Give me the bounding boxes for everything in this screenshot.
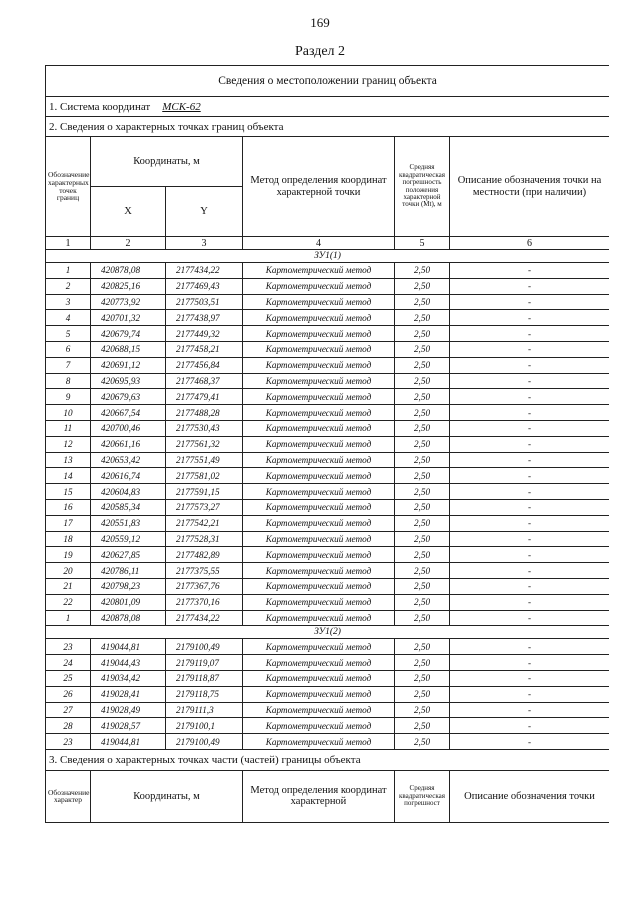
- description-cell: -: [450, 547, 610, 563]
- point-number: 20: [46, 563, 91, 579]
- description-cell: -: [450, 563, 610, 579]
- description-cell: -: [450, 610, 610, 626]
- table-row: [46, 499, 610, 515]
- header-method: Метод определения координат характерной точки: [243, 137, 395, 237]
- method-cell: Картометрический метод: [243, 686, 395, 702]
- coord-x: 419044,43: [91, 655, 166, 671]
- point-number: 23: [46, 734, 91, 750]
- point-number: 9: [46, 389, 91, 405]
- coord-x: 420627,85: [91, 547, 166, 563]
- coord-y: 2177438,97: [166, 310, 243, 326]
- description-cell: -: [450, 718, 610, 734]
- error-cell: 2,50: [395, 310, 450, 326]
- method-cell: Картометрический метод: [243, 578, 395, 594]
- error-cell: 2,50: [395, 452, 450, 468]
- description-cell: -: [450, 686, 610, 702]
- coord-y: 2177370,16: [166, 594, 243, 610]
- table-row: [46, 357, 610, 373]
- error-cell: 2,50: [395, 639, 450, 655]
- method-cell: Картометрический метод: [243, 341, 395, 357]
- point-number: 16: [46, 499, 91, 515]
- point-number: 28: [46, 718, 91, 734]
- coord-x: 420878,08: [91, 610, 166, 626]
- table-row: [46, 655, 610, 671]
- coord-x: 420691,12: [91, 357, 166, 373]
- coord-y: 2177581,02: [166, 468, 243, 484]
- coord-x: 420878,08: [91, 263, 166, 279]
- error-cell: 2,50: [395, 610, 450, 626]
- point-number: 1: [46, 263, 91, 279]
- point-number: 1: [46, 610, 91, 626]
- description-cell: -: [450, 263, 610, 279]
- table-row: [46, 639, 610, 655]
- coord-x: 420695,93: [91, 373, 166, 389]
- table-row: [46, 310, 610, 326]
- coord-y: 2177479,41: [166, 389, 243, 405]
- point-number: 22: [46, 594, 91, 610]
- table-row: [46, 531, 610, 547]
- description-cell: -: [450, 515, 610, 531]
- table-row: [46, 484, 610, 500]
- coord-y: 2179119,07: [166, 655, 243, 671]
- header2-description: Описание обозначения точки: [450, 770, 610, 822]
- coord-system-value: МСК-62: [162, 100, 201, 113]
- col-number: 4: [243, 237, 395, 250]
- point-number: 15: [46, 484, 91, 500]
- header-coordinates: Координаты, м: [91, 137, 243, 187]
- error-cell: 2,50: [395, 294, 450, 310]
- coord-y: 2179111,3: [166, 702, 243, 718]
- coord-system-row: [46, 97, 610, 117]
- coord-x: 420773,92: [91, 294, 166, 310]
- table-row: [46, 515, 610, 531]
- error-cell: 2,50: [395, 468, 450, 484]
- coord-x: 420700,46: [91, 420, 166, 436]
- method-cell: Картометрический метод: [243, 610, 395, 626]
- method-cell: Картометрический метод: [243, 563, 395, 579]
- section-title: Раздел 2: [294, 44, 346, 59]
- group-name: ЗУ1(1): [46, 250, 610, 263]
- header-error: Средняя квадратическая погрешность положения характерной точки (Мt), м: [395, 137, 450, 237]
- coord-x: 420688,15: [91, 341, 166, 357]
- description-cell: -: [450, 468, 610, 484]
- point-number: 10: [46, 405, 91, 421]
- coord-y: 2177375,55: [166, 563, 243, 579]
- point-number: 23: [46, 639, 91, 655]
- coord-y: 2177458,21: [166, 341, 243, 357]
- method-cell: Картометрический метод: [243, 718, 395, 734]
- method-cell: Картометрический метод: [243, 499, 395, 515]
- coord-x: 420786,11: [91, 563, 166, 579]
- method-cell: Картометрический метод: [243, 655, 395, 671]
- error-cell: 2,50: [395, 718, 450, 734]
- method-cell: Картометрический метод: [243, 670, 395, 686]
- header-description: Описание обозначения точки на местности (при наличии): [450, 137, 610, 237]
- coord-x: 419028,41: [91, 686, 166, 702]
- coord-y: 2177530,43: [166, 420, 243, 436]
- error-cell: 2,50: [395, 578, 450, 594]
- error-cell: 2,50: [395, 499, 450, 515]
- coord-y: 2177528,31: [166, 531, 243, 547]
- description-cell: -: [450, 531, 610, 547]
- coord-y: 2177449,32: [166, 326, 243, 342]
- description-cell: -: [450, 594, 610, 610]
- header2-point-designation: Обозначение характер: [46, 770, 91, 822]
- error-cell: 2,50: [395, 389, 450, 405]
- method-cell: Картометрический метод: [243, 702, 395, 718]
- header-point-designation: Обозначение характерных точек границ: [46, 137, 91, 237]
- method-cell: Картометрический метод: [243, 389, 395, 405]
- point-number: 12: [46, 436, 91, 452]
- method-cell: Картометрический метод: [243, 547, 395, 563]
- coord-x: 420679,74: [91, 326, 166, 342]
- coord-y: 2177488,28: [166, 405, 243, 421]
- table-row: [46, 594, 610, 610]
- coord-y: 2177542,21: [166, 515, 243, 531]
- description-cell: -: [450, 278, 610, 294]
- description-cell: -: [450, 294, 610, 310]
- coord-y: 2179100,49: [166, 639, 243, 655]
- point-number: 11: [46, 420, 91, 436]
- coord-system-label: 1. Система координат: [49, 100, 151, 113]
- table-row: [46, 294, 610, 310]
- point-number: 27: [46, 702, 91, 718]
- description-cell: -: [450, 341, 610, 357]
- coord-x: 420616,74: [91, 468, 166, 484]
- header2-error: Средняя квадратическая погрешност: [395, 770, 450, 822]
- table-row: [46, 702, 610, 718]
- error-cell: 2,50: [395, 655, 450, 671]
- coord-x: 420679,63: [91, 389, 166, 405]
- description-cell: -: [450, 436, 610, 452]
- coord-y: 2177434,22: [166, 263, 243, 279]
- coord-y: 2179118,87: [166, 670, 243, 686]
- coord-x: 420604,83: [91, 484, 166, 500]
- description-cell: -: [450, 389, 610, 405]
- point-number: 14: [46, 468, 91, 484]
- error-cell: 2,50: [395, 278, 450, 294]
- table-row: [46, 326, 610, 342]
- method-cell: Картометрический метод: [243, 263, 395, 279]
- error-cell: 2,50: [395, 420, 450, 436]
- error-cell: 2,50: [395, 357, 450, 373]
- method-cell: Картометрический метод: [243, 594, 395, 610]
- description-cell: -: [450, 655, 610, 671]
- method-cell: Картометрический метод: [243, 515, 395, 531]
- table-row: [46, 452, 610, 468]
- method-cell: Картометрический метод: [243, 436, 395, 452]
- coord-y: 2177573,27: [166, 499, 243, 515]
- point-number: 3: [46, 294, 91, 310]
- error-cell: 2,50: [395, 436, 450, 452]
- coord-x: 419034,42: [91, 670, 166, 686]
- table-row: [46, 718, 610, 734]
- error-cell: 2,50: [395, 405, 450, 421]
- point-number: 4: [46, 310, 91, 326]
- point-number: 5: [46, 326, 91, 342]
- table-row: [46, 373, 610, 389]
- coord-x: 419044,81: [91, 734, 166, 750]
- error-cell: 2,50: [395, 686, 450, 702]
- method-cell: Картометрический метод: [243, 373, 395, 389]
- error-cell: 2,50: [395, 341, 450, 357]
- error-cell: 2,50: [395, 484, 450, 500]
- table-row: [46, 610, 610, 626]
- point-number: 6: [46, 341, 91, 357]
- header2-coordinates: Координаты, м: [91, 770, 243, 822]
- group-row: [46, 626, 610, 639]
- method-cell: Картометрический метод: [243, 639, 395, 655]
- table-row: [46, 578, 610, 594]
- table-row: [46, 686, 610, 702]
- point-number: 19: [46, 547, 91, 563]
- table-title: Сведения о местоположении границ объекта: [46, 66, 610, 97]
- table-row: [46, 468, 610, 484]
- method-cell: Картометрический метод: [243, 357, 395, 373]
- method-cell: Картометрический метод: [243, 468, 395, 484]
- description-cell: -: [450, 484, 610, 500]
- method-cell: Картометрический метод: [243, 278, 395, 294]
- table-row: [46, 278, 610, 294]
- error-cell: 2,50: [395, 547, 450, 563]
- col-number: 6: [450, 237, 610, 250]
- method-cell: Картометрический метод: [243, 294, 395, 310]
- table-row: [46, 341, 610, 357]
- coord-x: 420701,32: [91, 310, 166, 326]
- description-cell: -: [450, 357, 610, 373]
- col-number: 3: [166, 237, 243, 250]
- table-row: [46, 420, 610, 436]
- description-cell: -: [450, 702, 610, 718]
- error-cell: 2,50: [395, 594, 450, 610]
- coord-y: 2177468,37: [166, 373, 243, 389]
- method-cell: Картометрический метод: [243, 531, 395, 547]
- table-row: [46, 547, 610, 563]
- error-cell: 2,50: [395, 531, 450, 547]
- section2-title: 2. Сведения о характерных точках границ объекта: [46, 117, 610, 137]
- section3-header: [46, 770, 610, 822]
- table-row: [46, 734, 610, 750]
- error-cell: 2,50: [395, 373, 450, 389]
- description-cell: -: [450, 420, 610, 436]
- point-number: 21: [46, 578, 91, 594]
- table-row: [46, 405, 610, 421]
- error-cell: 2,50: [395, 670, 450, 686]
- coord-y: 2177469,43: [166, 278, 243, 294]
- point-number: 2: [46, 278, 91, 294]
- coord-x: 420798,23: [91, 578, 166, 594]
- coord-y: 2177551,49: [166, 452, 243, 468]
- coord-y: 2177456,84: [166, 357, 243, 373]
- description-cell: -: [450, 734, 610, 750]
- method-cell: Картометрический метод: [243, 405, 395, 421]
- point-number: 25: [46, 670, 91, 686]
- coord-y: 2179118,75: [166, 686, 243, 702]
- group-row: [46, 250, 610, 263]
- table-row: [46, 263, 610, 279]
- coord-x: 419028,49: [91, 702, 166, 718]
- coord-x: 420667,54: [91, 405, 166, 421]
- error-cell: 2,50: [395, 263, 450, 279]
- error-cell: 2,50: [395, 563, 450, 579]
- description-cell: -: [450, 578, 610, 594]
- description-cell: -: [450, 310, 610, 326]
- description-cell: -: [450, 373, 610, 389]
- coord-x: 420825,16: [91, 278, 166, 294]
- table-row: [46, 563, 610, 579]
- boundary-table: [45, 65, 609, 823]
- error-cell: 2,50: [395, 326, 450, 342]
- coord-x: 420585,34: [91, 499, 166, 515]
- coord-y: 2177591,15: [166, 484, 243, 500]
- coord-y: 2177561,32: [166, 436, 243, 452]
- error-cell: 2,50: [395, 702, 450, 718]
- coord-x: 420653,42: [91, 452, 166, 468]
- method-cell: Картометрический метод: [243, 452, 395, 468]
- col-number: 1: [46, 237, 91, 250]
- coord-x: 420551,83: [91, 515, 166, 531]
- group-name: ЗУ1(2): [46, 626, 610, 639]
- description-cell: -: [450, 452, 610, 468]
- header-x: X: [91, 187, 166, 237]
- point-number: 17: [46, 515, 91, 531]
- method-cell: Картометрический метод: [243, 484, 395, 500]
- table-row: [46, 670, 610, 686]
- section3-title: 3. Сведения о характерных точках части (частей) границы объекта: [46, 749, 610, 770]
- point-number: 18: [46, 531, 91, 547]
- coord-y: 2177503,51: [166, 294, 243, 310]
- method-cell: Картометрический метод: [243, 310, 395, 326]
- coord-x: 420661,16: [91, 436, 166, 452]
- table-row: [46, 389, 610, 405]
- point-number: 26: [46, 686, 91, 702]
- coord-y: 2179100,1: [166, 718, 243, 734]
- point-number: 13: [46, 452, 91, 468]
- page-number: 169: [310, 15, 330, 30]
- description-cell: -: [450, 499, 610, 515]
- document-table-area: [45, 65, 609, 831]
- coord-x: 420559,12: [91, 531, 166, 547]
- description-cell: -: [450, 405, 610, 421]
- coord-y: 2177367,76: [166, 578, 243, 594]
- point-number: 8: [46, 373, 91, 389]
- coord-x: 419028,57: [91, 718, 166, 734]
- header-y: Y: [166, 187, 243, 237]
- coord-x: 419044,81: [91, 639, 166, 655]
- description-cell: -: [450, 639, 610, 655]
- error-cell: 2,50: [395, 734, 450, 750]
- description-cell: -: [450, 326, 610, 342]
- section3-row: [46, 749, 610, 770]
- method-cell: Картометрический метод: [243, 420, 395, 436]
- method-cell: Картометрический метод: [243, 326, 395, 342]
- method-cell: Картометрический метод: [243, 734, 395, 750]
- point-number: 7: [46, 357, 91, 373]
- coord-y: 2179100,49: [166, 734, 243, 750]
- error-cell: 2,50: [395, 515, 450, 531]
- col-number: 5: [395, 237, 450, 250]
- coord-x: 420801,09: [91, 594, 166, 610]
- point-number: 24: [46, 655, 91, 671]
- description-cell: -: [450, 670, 610, 686]
- table-row: [46, 436, 610, 452]
- header2-method: Метод определения координат характерной: [243, 770, 395, 822]
- coord-y: 2177482,89: [166, 547, 243, 563]
- coord-y: 2177434,22: [166, 610, 243, 626]
- col-number: 2: [91, 237, 166, 250]
